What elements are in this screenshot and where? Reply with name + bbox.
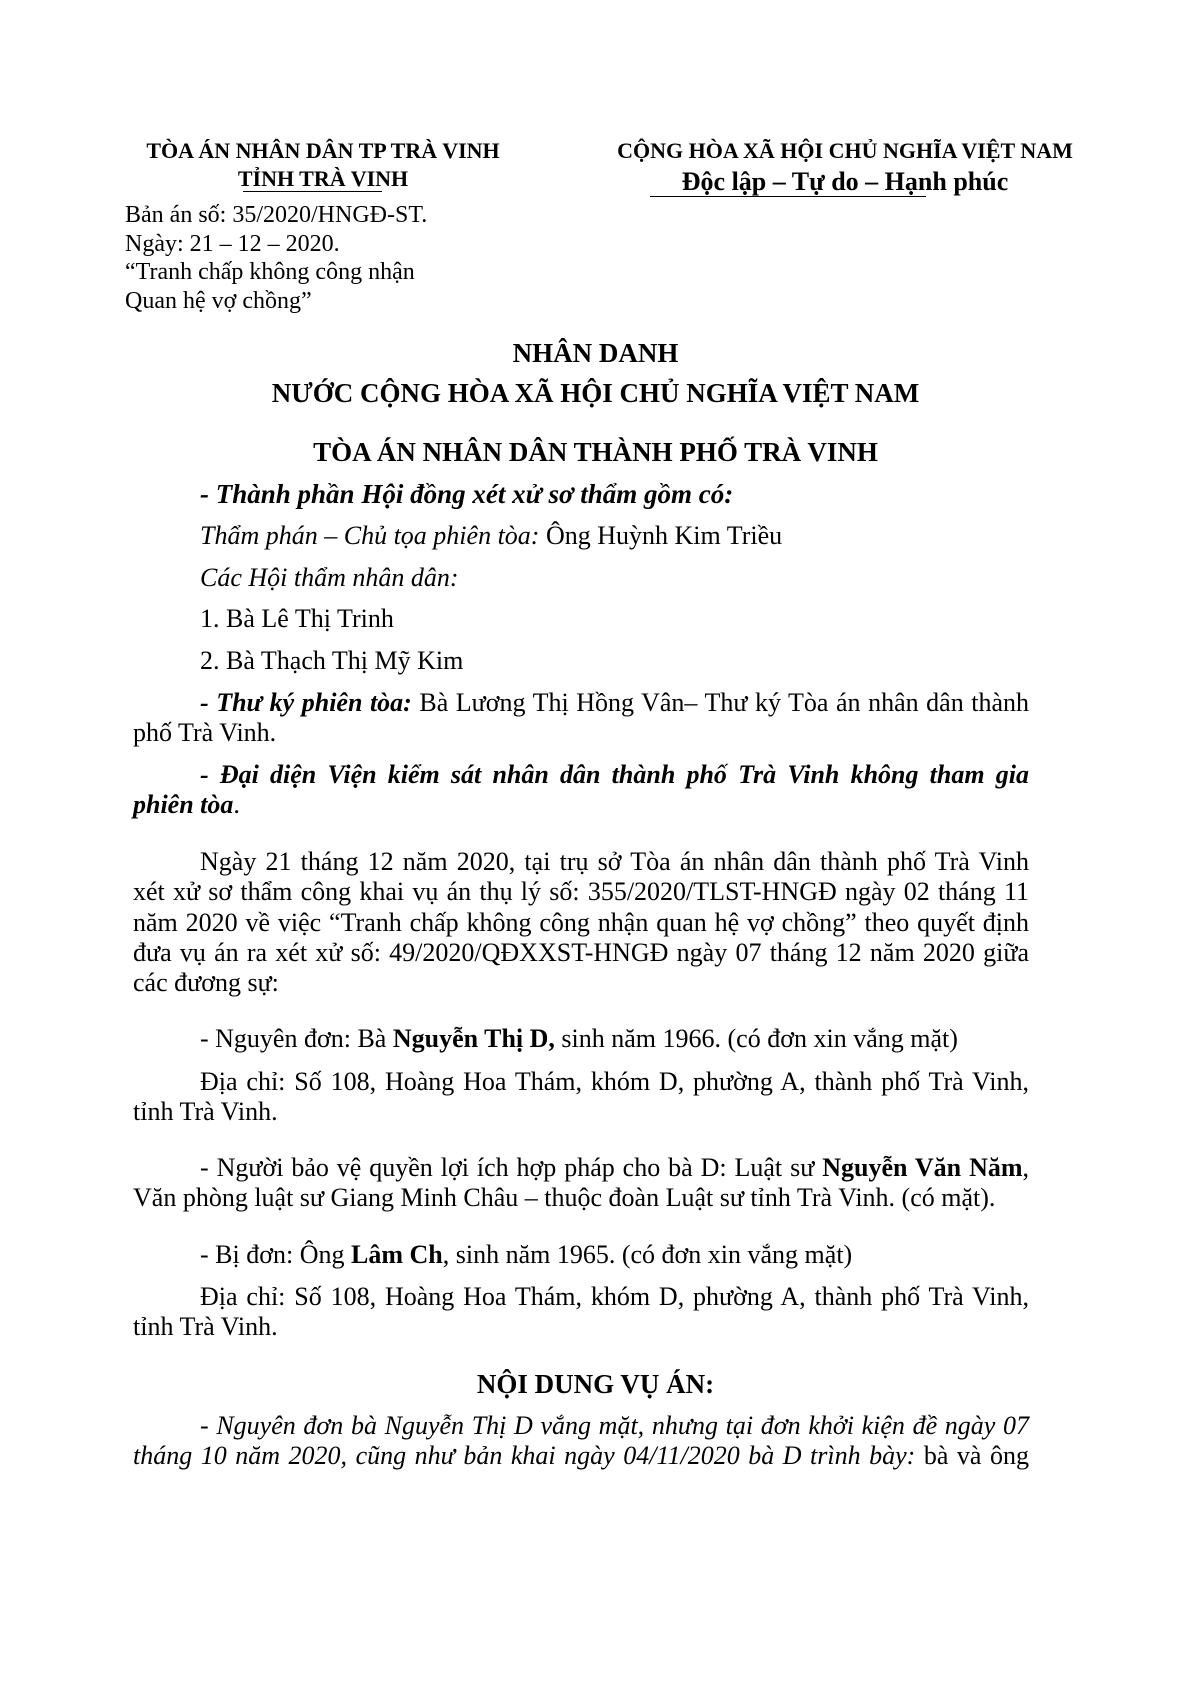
title-in-name: NHÂN DANH	[512, 338, 679, 368]
clerk-label: - Thư ký phiên tòa:	[200, 688, 412, 717]
panel-heading: - Thành phần Hội đồng xét xử sơ thẩm gồm có:	[200, 479, 734, 509]
case-subject-2: Quan hệ vợ chồng”	[125, 287, 312, 314]
hearing-line-3: năm 2020 về việc “Tranh chấp không công nhận quan hệ vợ chồng” theo quyết định	[133, 908, 1029, 937]
content-heading: NỘI DUNG VỤ ÁN:	[476, 1369, 715, 1399]
plaintiff-address-1: Địa chỉ: Số 108, Hoàng Hoa Thám, khóm D, phường A, thành phố Trà Vinh,	[200, 1067, 1029, 1096]
motto-underline	[650, 196, 926, 197]
title-court: TÒA ÁN NHÂN DÂN THÀNH PHỐ TRÀ VINH	[313, 437, 878, 467]
court-province: TỈNH TRÀ VINH	[237, 166, 409, 191]
case-subject-1: “Tranh chấp không công nhận	[125, 259, 415, 285]
judge-label: Thẩm phán – Chủ tọa phiên tòa:	[200, 521, 540, 550]
defendant-line: - Bị đơn: Ông Lâm Ch, sinh năm 1965. (có đơn xin vắng mặt)	[200, 1240, 853, 1269]
nation-name: CỘNG HÒA XÃ HỘI CHỦ NGHĨA VIỆT NAM	[617, 138, 1073, 163]
case-info	[125, 201, 427, 315]
hearing-line-4: đưa vụ án ra xét xử số: 49/2020/QĐXXST-HNGĐ ngày 07 tháng 12 năm 2020 giữa	[133, 938, 1029, 967]
court-name: TÒA ÁN NHÂN DÂN TP TRÀ VINH	[146, 138, 500, 163]
court-header	[108, 137, 538, 193]
defendant-name: Lâm Ch	[350, 1240, 443, 1269]
hearing-line-5: các đương sự:	[133, 968, 279, 997]
assessors-label: Các Hội thẩm nhân dân:	[200, 563, 459, 592]
hearing-line-1: Ngày 21 tháng 12 năm 2020, tại trụ sở Tòa án nhân dân thành phố Trà Vinh	[200, 847, 1029, 876]
plaintiff-address-2: tỉnh Trà Vinh.	[133, 1097, 278, 1126]
judgment-number: Bản án số: 35/2020/HNGĐ-ST.	[125, 202, 428, 228]
procuracy-line-1: - Đại diện Viện kiểm sát nhân dân thành phố Trà Vinh không tham gia	[200, 760, 1029, 789]
title-republic: NƯỚC CỘNG HÒA XÃ HỘI CHỦ NGHĨA VIỆT NAM	[271, 378, 920, 408]
nation-motto: Độc lập – Tự do – Hạnh phúc	[681, 167, 1009, 196]
defendant-address-1: Địa chỉ: Số 108, Hoàng Hoa Thám, khóm D, phường A, thành phố Trà Vinh,	[200, 1282, 1029, 1311]
hearing-line-2: xét xử sơ thẩm công khai vụ án thụ lý số: 355/2020/TLST-HNGĐ ngày 02 tháng 11	[133, 877, 1029, 906]
plaintiff-line: - Nguyên đơn: Bà Nguyễn Thị D, sinh năm 1966. (có đơn xin vắng mặt)	[200, 1024, 958, 1053]
plaintiff-name: Nguyễn Thị D,	[392, 1024, 555, 1053]
judge-name: Ông Huỳnh Kim Triều	[539, 521, 783, 550]
assessor-1: 1. Bà Lê Thị Trinh	[200, 604, 394, 633]
assessor-2: 2. Bà Thạch Thị Mỹ Kim	[200, 646, 464, 675]
court-underline	[243, 191, 382, 192]
defendant-address-2: tỉnh Trà Vinh.	[133, 1312, 278, 1341]
lawyer-line-1: - Người bảo vệ quyền lợi ích hợp pháp cho bà D: Luật sư Nguyễn Văn Năm,	[200, 1153, 1029, 1182]
presiding-judge	[200, 520, 782, 553]
clerk-line	[200, 687, 1029, 720]
clerk-line-2: phố Trà Vinh.	[133, 718, 277, 747]
nation-header	[565, 137, 1125, 199]
clerk-text: Bà Lương Thị Hồng Vân– Thư ký Tòa án nhân dân thành	[411, 688, 1030, 717]
judgment-date: Ngày: 21 – 12 – 2020.	[125, 230, 340, 257]
content-line-1: - Nguyên đơn bà Nguyễn Thị D vắng mặt, nhưng tại đơn khởi kiện đề ngày 07	[200, 1411, 1029, 1440]
lawyer-line-2: Văn phòng luật sư Giang Minh Châu – thuộc đoàn Luật sư tỉnh Trà Vinh. (có mặt).	[133, 1183, 996, 1212]
content-line-2: tháng 10 năm 2020, cũng như bản khai ngày 04/11/2020 bà D trình bày: bà và ông	[133, 1441, 1029, 1470]
procuracy-line-2: phiên tòa.	[133, 790, 240, 819]
lawyer-name: Nguyễn Văn Năm	[822, 1153, 1023, 1182]
